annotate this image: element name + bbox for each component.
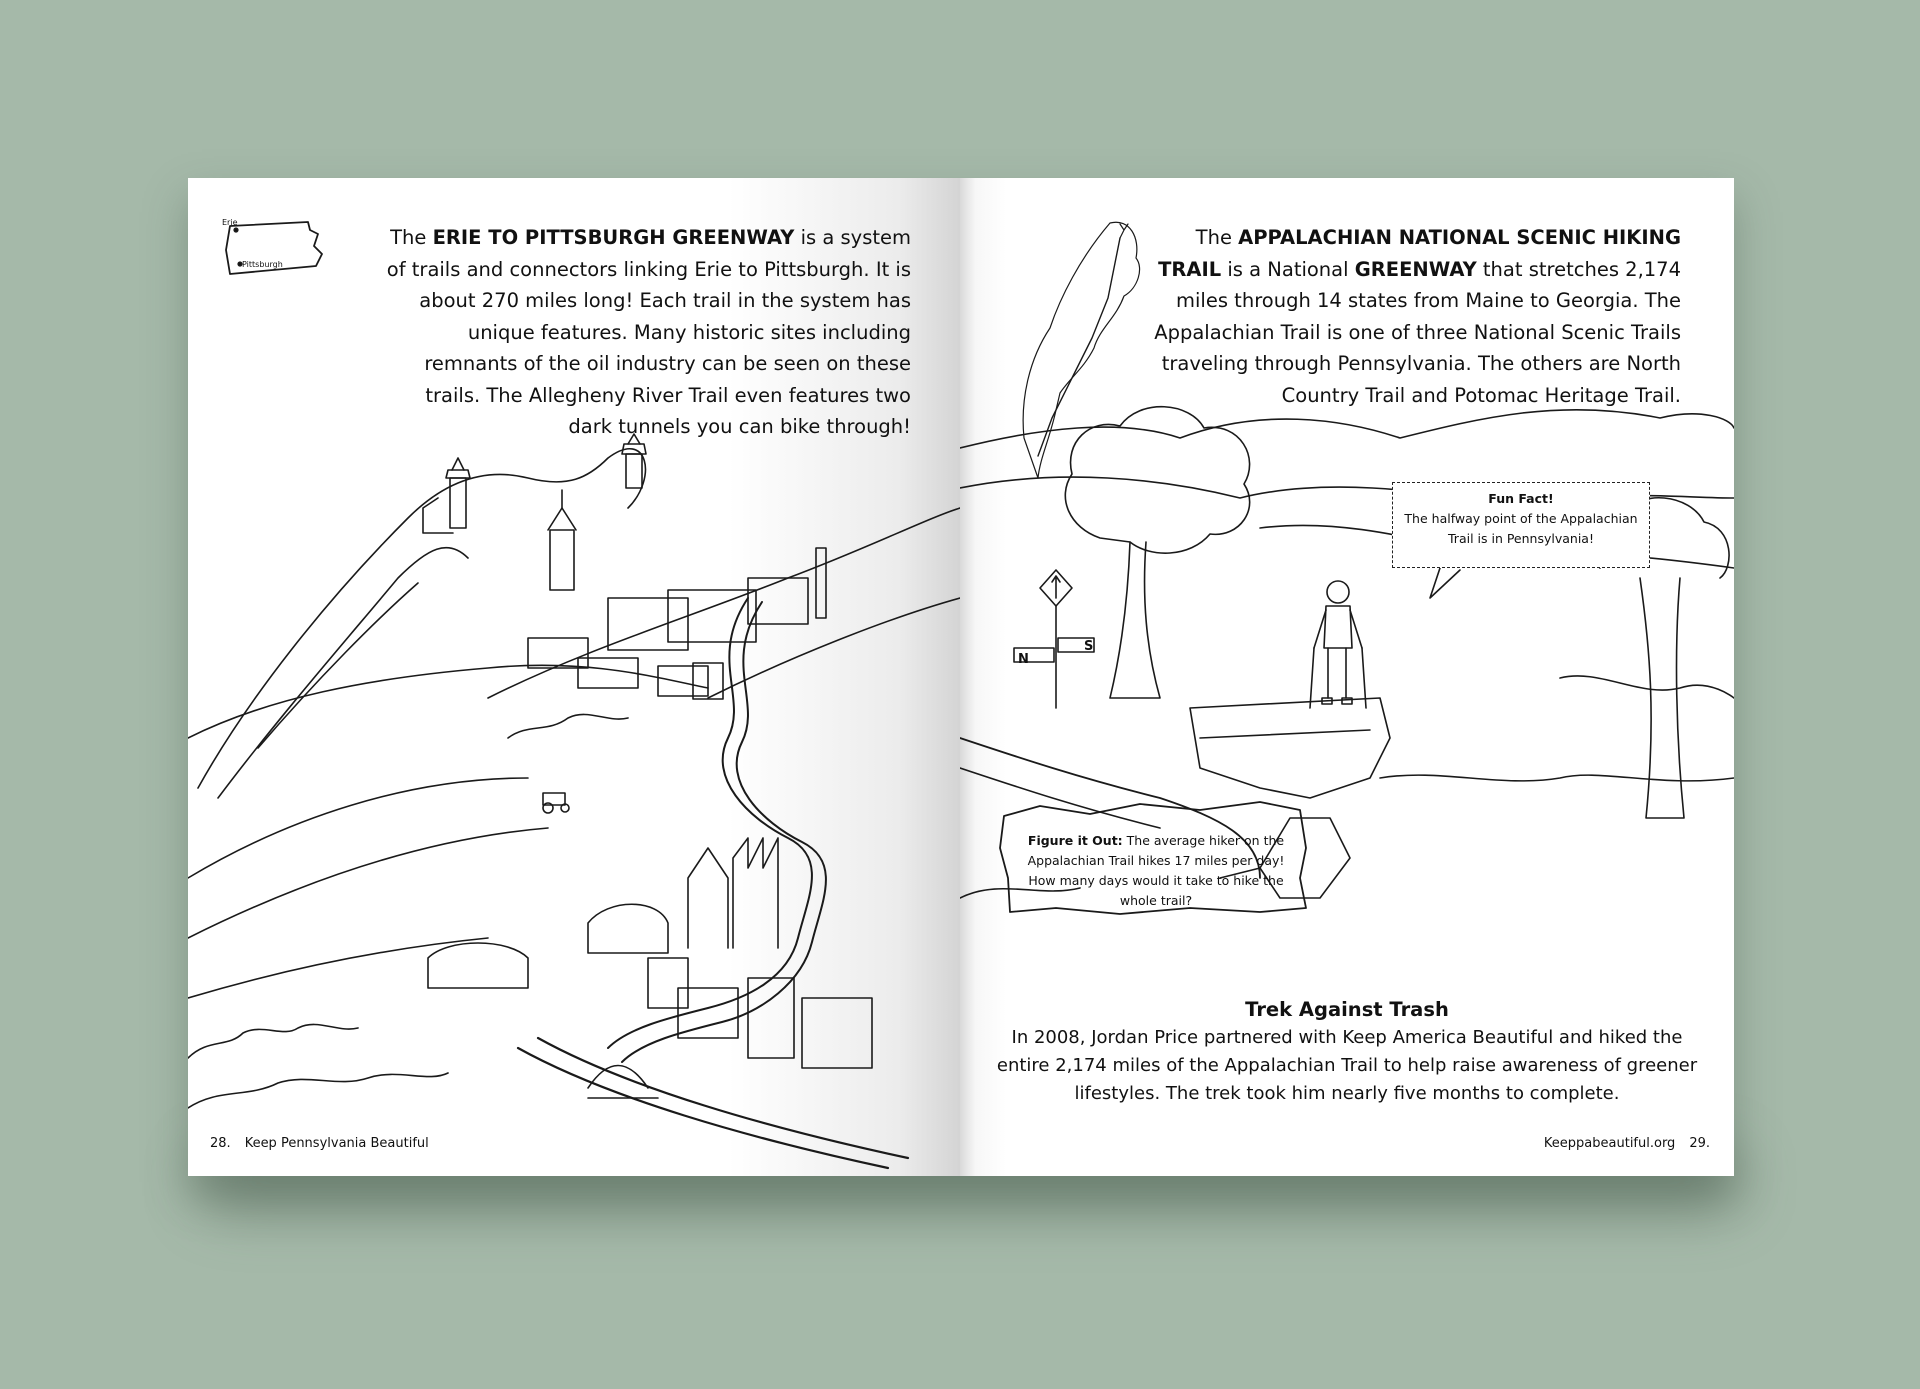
greenway-emphasis: GREENWAY (1354, 257, 1477, 281)
book-spread (188, 178, 1734, 1176)
erie-buildings (528, 490, 826, 699)
left-footer (210, 1136, 429, 1151)
figure-it-out-text: Figure it Out: The average hiker on the Appalachian Trail hikes 17 miles per day! How many days would it take to hike the whole trail? (1027, 833, 1285, 908)
pittsburgh-map-label: Pittsburgh (242, 260, 283, 269)
east-coast-map-outline (1023, 222, 1139, 478)
fun-fact-text: The halfway point of the Appalachian Trail is in Pennsylvania! (1404, 511, 1638, 546)
website-link[interactable]: Keeppabeautiful.org (1543, 1136, 1676, 1151)
right-footer (1544, 1136, 1710, 1151)
sign-letter-n: N (1018, 652, 1029, 667)
greenway-name: ERIE TO PITTSBURGH GREENWAY (432, 226, 795, 249)
erie-marker (234, 228, 238, 232)
publisher-name: Keep Pennsylvania Beautiful (244, 1136, 429, 1151)
right-page-number: 29. (1689, 1136, 1710, 1151)
trail-signpost (1014, 570, 1094, 708)
tree-left (1065, 407, 1249, 698)
sign-letter-s: S (1084, 639, 1094, 654)
bridge (588, 1066, 658, 1099)
hiker-figure (1310, 581, 1366, 708)
right-page (960, 178, 1734, 1176)
trail-name: APPALACHIAN NATIONAL SCENIC HIKING TRAIL (1158, 226, 1681, 281)
stadiums (428, 904, 668, 988)
greenway-intro-paragraph: The ERIE TO PITTSBURGH GREENWAY is a system of trails and connectors linking Erie to Pittsburgh. It is about 270 miles long! Each trail in the system has unique features. Many historic sites including remnants of the oil industry can be seen on these trails. The Allegheny River Trail even features two dark tunnels you can bike through! (386, 226, 911, 438)
fun-fact-title: Fun Fact! (1488, 491, 1554, 506)
erie-map-label: Erie (222, 218, 238, 227)
left-page-number: 28. (210, 1136, 231, 1151)
tractor (543, 793, 569, 813)
figure-it-out-label: Figure it Out: (1027, 833, 1123, 848)
appalachian-intro-paragraph: The APPALACHIAN NATIONAL SCENIC HIKING TRAIL is a National GREENWAY that stretches 2,174 miles through 14 states from Maine to Georgia. The Appalachian Trail is one of three National Scenic Trails traveling through Pennsylvania. The others are North Country Trail and Potomac Heritage Trail. (1154, 226, 1681, 407)
lighthouse-left (423, 458, 470, 533)
trek-against-trash-body: In 2008, Jordan Price partnered with Keep America Beautiful and hiked the entire 2,174 miles of the Appalachian Trail to help raise awareness of greener lifestyles. The trek took him nearly five months to complete. (996, 1027, 1698, 1104)
trek-against-trash-heading: Trek Against Trash (1245, 998, 1449, 1021)
left-page (188, 178, 960, 1176)
fun-fact-box (1392, 482, 1650, 568)
